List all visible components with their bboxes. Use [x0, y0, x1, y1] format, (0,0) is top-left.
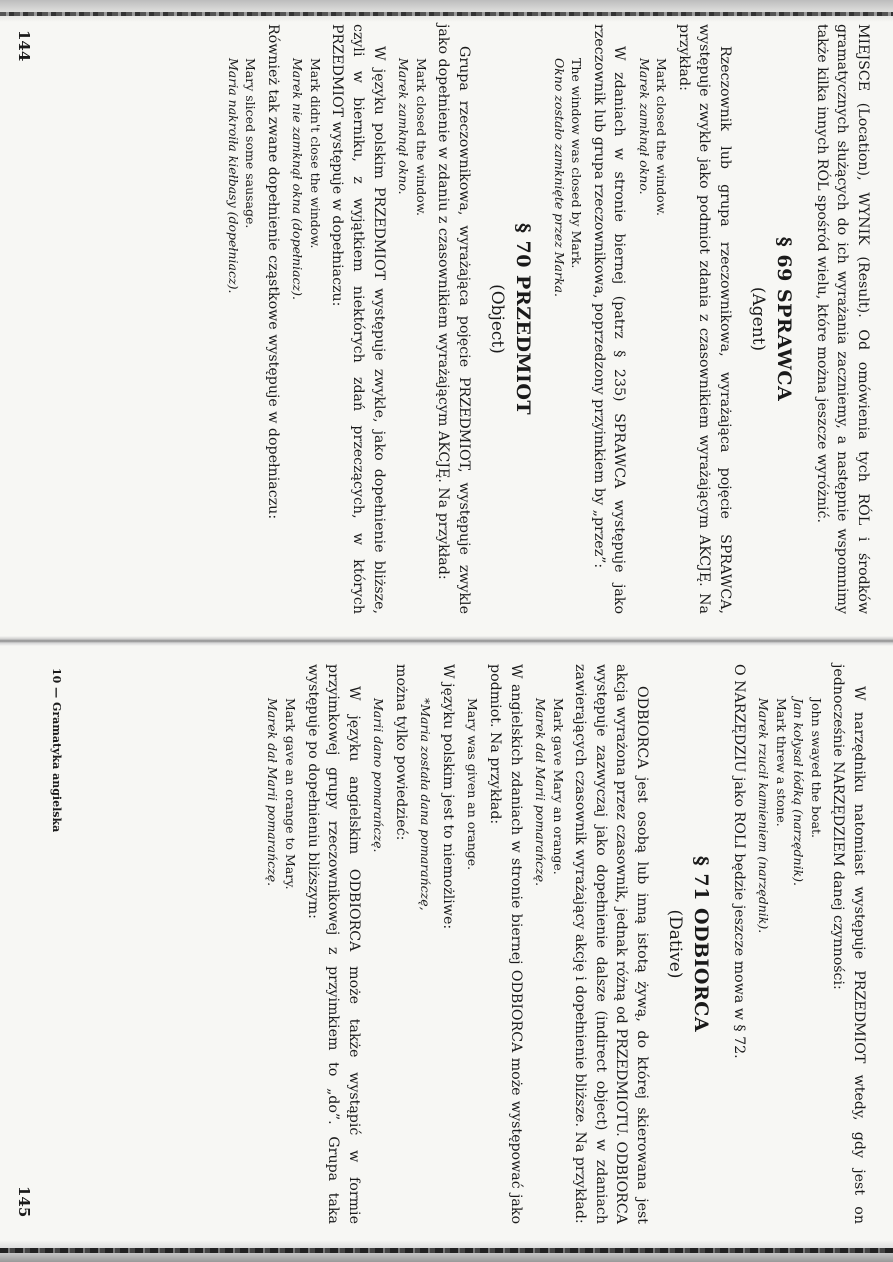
example-en: Mark closed the window.	[654, 58, 670, 216]
paragraph: ODBIORCA jest osobą lub inną istotą żywą, do której skierowana jest akcja wyrażona przez czasownik, jednak różną od PRZEDMIOTU. ODBIORCA występuje zazwyczaj jako dopełnienie dalsze (indirect object) w zdaniach zawierających czasownik wyrażający akcję i dopełnienie bliższe. Na przykład:	[572, 664, 651, 1224]
example	[289, 58, 324, 614]
paragraph: W języku polskim PRZEDMIOT występuje zwykle, jako dopełnienie bliższe, czyli w bierniku, z wyjątkiem niektórych zdań przeczących, w których PRZEDMIOT występuje w dopełniaczu:	[329, 24, 387, 614]
section-71-subtitle: (Dative)	[664, 909, 685, 979]
page-number: 144	[15, 30, 33, 62]
paragraph: W narzędniku natomiast występuje PRZEDMIOT wtedy, gdy jest on jednocześnie NARZĘDZIEM danej czynności:	[830, 664, 867, 1224]
example-pl: Marek zamknął okno.	[636, 58, 652, 195]
section-69-title: § 69 SPRAWCA	[773, 236, 796, 402]
example-en: Mary sliced some sausage.	[243, 58, 259, 229]
example-pl: Maria nakroiła kiełbasy (dopełniacz).	[225, 58, 241, 294]
example-en: Mark gave an orange to Mary.	[283, 698, 298, 890]
example	[417, 698, 435, 1224]
example-pl: Jan kołysał łódką (narzędnik).	[791, 698, 807, 886]
example	[395, 58, 430, 614]
example-en: Mark threw a stone.	[773, 698, 789, 827]
example	[755, 698, 825, 1224]
example-pl: Marek rzucił kamieniem (narzędnik).	[756, 698, 772, 934]
paragraph: O NARZĘDZIU jako ROLI będzie jeszcze mowa w § 72.	[730, 664, 747, 1059]
intro-paragraph: MIEJSCE (Location), WYNIK (Result). Od omówienia tych RÓL i środków gramatycznych służących do ich wyrażania zaczniemy, a następnie wspomnimy także kilka innych RÓL spośród wielu, które można jeszcze wyróżnić.	[813, 24, 871, 614]
paragraph: W języku angielskim ODBIORCA może także wystąpić w formie przyimkowej grupy rzeczownikowej z przyimkiem to „do”. Grupa taka występuje po dopełnieniu bliższym:	[304, 664, 362, 1224]
example	[532, 698, 567, 1224]
section-71-title: § 71 ODBIORCA	[690, 855, 713, 1033]
paragraph: Grupa rzeczownikowa, wyrażająca pojęcie PRZEDMIOT, występuje zwykle jako dopełnienie w zdaniu z czasownikiem wyrażającym AKCJĘ. Na przykład:	[435, 24, 472, 614]
example-en: Mary was given an orange.	[465, 698, 481, 871]
paragraph: W zdaniach w stronie biernej (patrz § 235) SPRAWCA występuje jako rzeczownik lub grupa rzeczownikowa, poprzedzony przyimkiem by „przez”:	[590, 24, 628, 614]
section-70-title: § 70 PRZEDMIOT	[512, 222, 535, 416]
example-pl: Marek dał Marii pomarańczę.	[265, 698, 281, 887]
page-gutter	[0, 636, 893, 646]
example-pl: Marek dał Marii pomarańczę.	[533, 698, 549, 887]
example-en: Mark gave Mary an orange.	[550, 698, 566, 875]
paragraph: W języku polskim jest to niemożliwe:	[439, 664, 456, 930]
example-pl: *Maria została dana pomarańczę,	[418, 698, 434, 911]
paragraph: Rzeczownik lub grupa rzeczownikowa, wyrażająca pojęcie SPRAWCA, występuje zwykle jako podmiot zdania z czasownikiem wyrażającym AKCJĘ. Na przykład:	[675, 24, 734, 614]
example	[370, 698, 388, 1224]
example-en: John swayed the boat.	[808, 698, 824, 839]
example	[224, 58, 259, 614]
example	[464, 698, 482, 1224]
example-en: Mark closed the window.	[413, 58, 429, 216]
example-pl: Marek nie zamknął okna (dopełniacz).	[290, 58, 306, 300]
example-pl: Marii dano pomarańczę.	[371, 698, 387, 853]
example-pl: Marek zamknął okno.	[396, 58, 412, 195]
paragraph: W angielskich zdaniach w stronie biernej ODBIORCA może występować jako podmiot. Na przykład:	[487, 664, 524, 1224]
example-en: Mark didn't close the window.	[307, 58, 323, 249]
paragraph: Również tak zwane dopełnienie cząstkowe występuje w dopełniaczu:	[264, 24, 281, 520]
paragraph: można tylko powiedzieć:	[392, 664, 409, 841]
example	[635, 58, 670, 614]
page-number: 145	[15, 1186, 33, 1218]
section-69-subtitle: (Agent)	[747, 286, 768, 352]
scan-edge-bottom	[0, 1240, 893, 1262]
example	[264, 698, 299, 1224]
page-145	[0, 646, 893, 1242]
example	[550, 58, 585, 614]
example-pl: Okno zostało zamknięte przez Marka.	[551, 58, 567, 297]
example-en: The window was closed by Mark.	[569, 58, 585, 269]
section-70-subtitle: (Object)	[486, 284, 507, 354]
footer-signature: 10 — Gramatyka angielska	[50, 668, 63, 833]
